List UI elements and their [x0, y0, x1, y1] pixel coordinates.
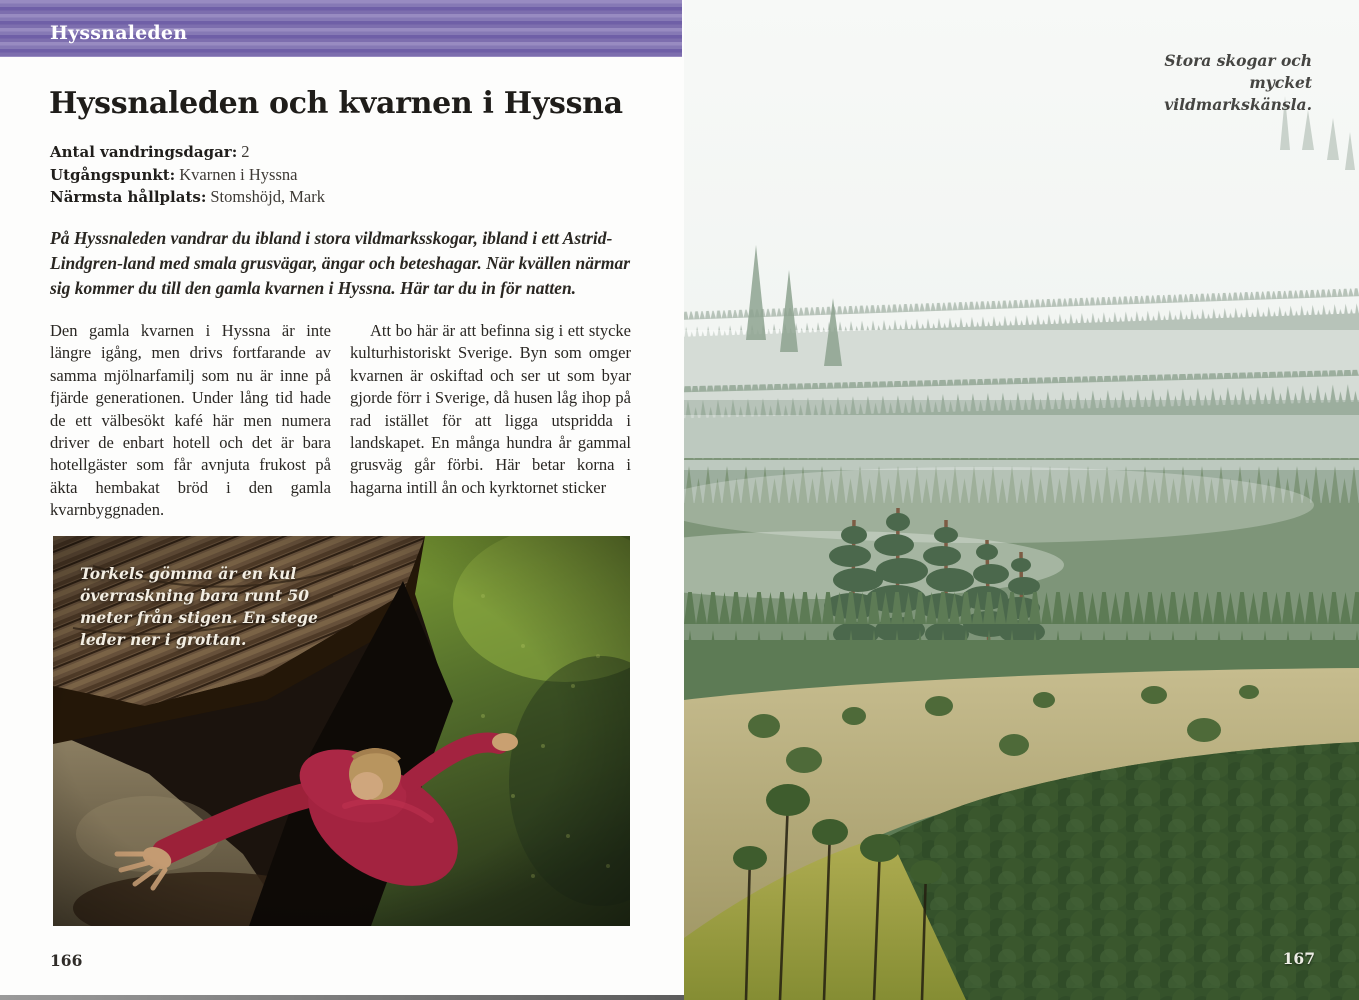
cave-photo — [53, 536, 630, 926]
meta-row-days — [50, 141, 325, 164]
article-title: Hyssnaleden och kvarnen i Hyssna — [49, 86, 623, 121]
body-column-1: Den gamla kvarnen i Hyssna är inte längre igång, men drivs fortfarande av samma mjölnarfamilj som nu är inne på fjärde generationen. Under lång tid hade de ett välbesökt kafé här men numera driver de enbart hotell och det är bara hotellgäster som får avnjuta frukost på äkta hembakat bröd i den gamla kvarnbyggnaden. — [50, 321, 331, 520]
body-column-2: Att bo här är att befinna sig i ett stycke kulturhistoriskt Sverige. Byn som omger kvarnen är oskiftad och ser ut som byar gjorde förr i Sverige, då husen låg ihop på rad istället för att ligga utspridda i landskapet. En många hundra år gammal grusväg går förbi. Här betar korna i hagarna intill ån och kyrktornet sticker — [350, 321, 631, 497]
meta-label: Närmsta hållplats: — [50, 188, 207, 206]
meta-row-start — [50, 164, 325, 187]
chapter-name: Hyssnaleden — [50, 22, 188, 44]
intro-paragraph: På Hyssnaleden vandrar du ibland i stora vildmarksskogar, ibland i ett Astrid-Lindgren-land med smala grusvägar, ängar och beteshagar. När kvällen närmar sig kommer du till den gamla kvarnen i Hyssna. Här tar du in för natten. — [50, 228, 631, 298]
meta-value: Kvarnen i Hyssna — [179, 164, 298, 184]
chapter-header-band — [0, 0, 682, 57]
forest-photo-image — [684, 0, 1359, 1000]
meta-value: Stomshöjd, Mark — [210, 187, 325, 206]
page-number-right: 167 — [1282, 949, 1315, 968]
meta-label: Antal vandringsdagar: — [50, 143, 238, 161]
forest-photo-caption: Stora skogar och mycket vildmarkskänsla. — [1164, 51, 1312, 114]
meta-label: Utgångspunkt: — [50, 165, 176, 184]
meta-value: 2 — [241, 142, 250, 161]
page-bottom-edge — [0, 995, 684, 1000]
cave-photo-caption: Torkels gömma är en kul överraskning bara runt 50 meter från stigen. En stege leder ner i grottan. — [80, 564, 318, 649]
page-number-left: 166 — [50, 951, 83, 970]
right-page — [684, 0, 1359, 1000]
meta-row-stop — [50, 186, 325, 209]
trip-facts — [50, 141, 325, 209]
body-text — [50, 320, 631, 522]
